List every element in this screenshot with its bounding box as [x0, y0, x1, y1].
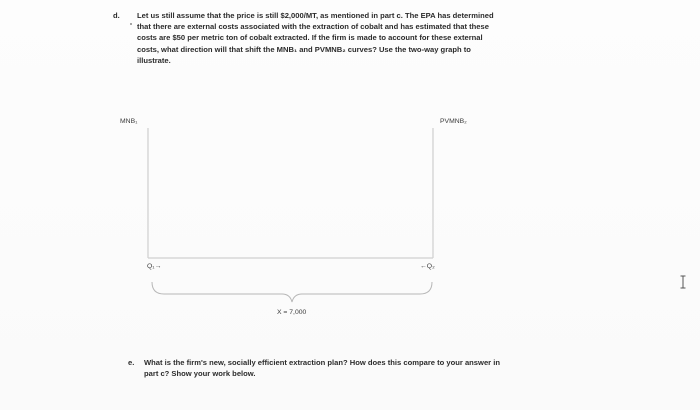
question-d-text: Let us still assume that the price is still $2,000/MT, as mentioned in part c. The EPA has determined that there are external costs associated with the extraction of cobalt and has estimated that these costs are $50 per metric ton of cobalt extracted. If the firm is made to account for these external costs, what direction will that shift the MNB₁ and PVMNB₂ curves? Use the two-way graph to illustrate. — [137, 11, 494, 65]
left-axis-label: MNB₁ — [120, 118, 138, 125]
q2-label: ←Q₂ — [420, 263, 435, 270]
question-e — [128, 357, 508, 379]
question-e-label: e. — [128, 358, 135, 367]
q1-label: Q₁→ — [147, 263, 162, 270]
right-axis-label: PVMNB₂ — [440, 118, 467, 125]
total-quantity-label: X = 7,000 — [277, 309, 307, 316]
text-cursor-icon — [679, 275, 687, 289]
question-d-label: d. — [113, 11, 120, 20]
quantity-brace — [152, 282, 432, 302]
question-e-text: What is the firm's new, socially efficient extraction plan? How does this compare to your answer in part c? Show your work below. — [144, 358, 500, 379]
